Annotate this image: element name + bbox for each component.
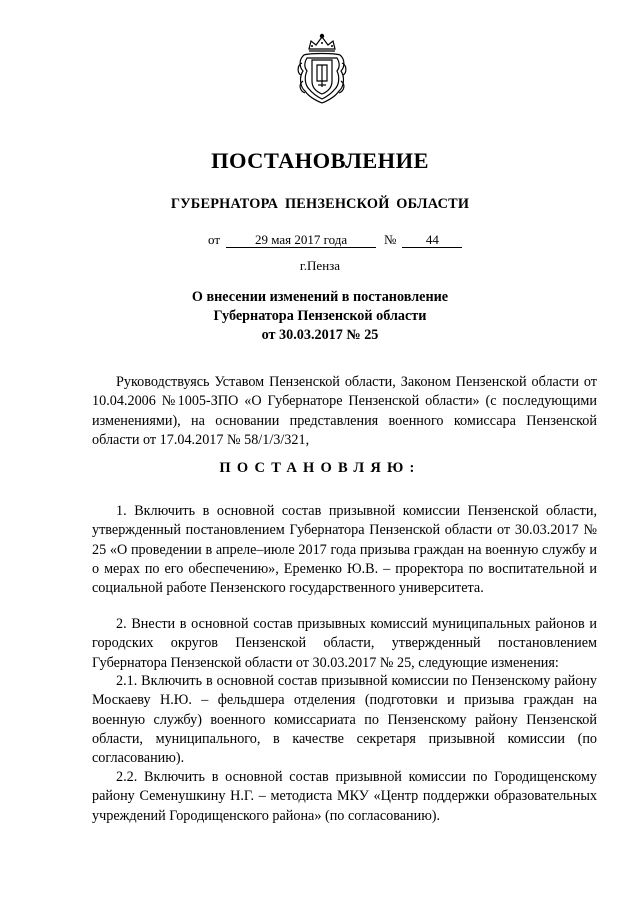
issuer-subtitle: ГУБЕРНАТОРА ПЕНЗЕНСКОЙ ОБЛАСТИ	[170, 196, 470, 212]
item-2-1-paragraph: 2.1. Включить в основной состав призывной комиссии по Пензенскому району Москаеву Н.Ю. – фельдшера отделения (подготовки и призыва граждан на военную службу) военного комиссариата по Пензенскому району Пензенской области, муниципального, в качестве секретаря призывной комиссии (по согласованию).	[92, 673, 597, 767]
city-label: г.Пенза	[299, 258, 341, 273]
date-prefix: от	[208, 232, 221, 247]
document-date: 29 мая 2017 года	[226, 233, 376, 248]
document-type-title: ПОСТАНОВЛЕНИЕ	[211, 148, 429, 173]
document-number: 44	[402, 233, 462, 248]
decree-heading: ПОСТАНОВЛЯЮ:	[219, 460, 421, 476]
document-subject	[0, 288, 640, 345]
coat-of-arms-icon	[295, 33, 349, 105]
basis-paragraph: Руководствуясь Уставом Пензенской области, Законом Пензенской области от 10.04.2006 №1005-ЗПО «О Губернаторе Пензенской области» (с последующими изменениями), на основании представления военного комиссара Пензенской области от 17.04.2017 № 58/1/3/321,	[92, 374, 597, 448]
subject-line-1: О внесении изменений в постановление	[191, 289, 449, 305]
number-sign: №	[384, 232, 397, 247]
subject-line-3: от 30.03.2017 № 25	[261, 327, 379, 343]
item-2-paragraph: 2. Внести в основной состав призывных комиссий муниципальных районов и городских округов Пензенской области, утвержденный постановлением Губернатора Пензенской области от 30.03.2017 № 25, следующие изменения:	[92, 616, 597, 671]
item-1-paragraph: 1. Включить в основной состав призывной комиссии Пензенской области, утвержденный постановлением Губернатора Пензенской области от 30.03.2017 № 25 «О проведении в апреле–июле 2017 года призыва граждан на военную службу и о мерах по его обеспечению», Еременко Ю.В. – проректора по воспитательной и социальной работе Пензенского государственного университета.	[92, 503, 597, 597]
subject-line-2: Губернатора Пензенской области	[213, 308, 427, 324]
item-2-2-paragraph: 2.2. Включить в основной состав призывной комиссии по Городищенскому району Семенушкину Н.Г. – методиста МКУ «Центр поддержки образовательных учреждений Городищенского района» (по согласованию).	[92, 769, 597, 824]
date-number-line	[208, 232, 462, 248]
